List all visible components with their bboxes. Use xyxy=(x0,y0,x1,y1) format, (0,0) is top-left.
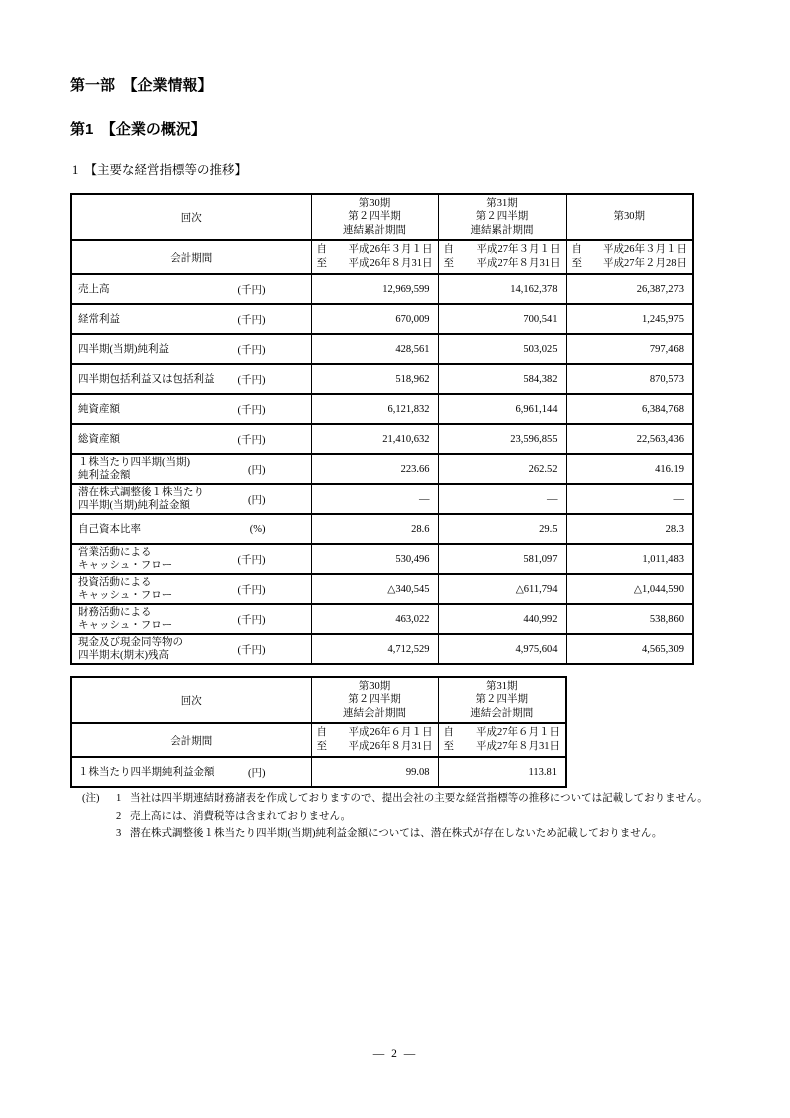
metric-unit: (千円) xyxy=(237,614,266,626)
row-quarterly-eps xyxy=(71,757,566,787)
metric-value: 870,573 xyxy=(566,364,693,394)
metric-unit: (千円) xyxy=(237,344,266,356)
metric-value: 538,860 xyxy=(566,604,693,634)
metric-label-cell: 投資活動による キャッシュ・フロー (千円) xyxy=(71,574,311,604)
row-comprehensive-income xyxy=(71,364,693,394)
note-number: 1 xyxy=(116,793,122,804)
metric-label-cell: 自己資本比率 (%) xyxy=(71,514,311,544)
row-total-assets xyxy=(71,424,693,454)
metric-value: 518,962 xyxy=(311,364,438,394)
column-header-term31-q2: 第31期 第２四半期 連結会計期間 xyxy=(438,677,566,723)
note-number: 2 xyxy=(116,810,122,822)
metric-unit: (千円) xyxy=(237,434,266,446)
metric-value: ― xyxy=(566,484,693,514)
note-item-3 xyxy=(82,825,734,843)
note-item-1 xyxy=(82,790,734,808)
period-cell: 自 平成26年３月１日 至 平成27年２月28日 xyxy=(566,240,693,274)
metric-label-cell: 財務活動による キャッシュ・フロー (千円) xyxy=(71,604,311,634)
metric-unit: (千円) xyxy=(237,584,266,596)
metric-value: 29.5 xyxy=(438,514,566,544)
period-label: 会計期間 xyxy=(71,723,311,757)
metric-unit: (千円) xyxy=(237,284,266,296)
metric-unit: (千円) xyxy=(237,554,266,566)
metric-unit: (円) xyxy=(248,464,266,476)
metric-value: 4,565,309 xyxy=(566,634,693,664)
metric-value: ― xyxy=(438,484,566,514)
metric-label-cell: 総資産額 (千円) xyxy=(71,424,311,454)
metric-value: △340,545 xyxy=(311,574,438,604)
note-number: 3 xyxy=(116,828,122,839)
metric-value: 700,541 xyxy=(438,304,566,334)
column-header-term31-q2: 第31期 第２四半期 連結累計期間 xyxy=(438,194,566,240)
accounting-period-row xyxy=(71,240,693,274)
metric-value: ― xyxy=(311,484,438,514)
table-header-row xyxy=(71,194,693,240)
metric-unit: (千円) xyxy=(237,404,266,416)
metric-label-cell: 潜在株式調整後１株当たり 四半期(当期)純利益金額 (円) xyxy=(71,484,311,514)
row-investing-cash-flow xyxy=(71,574,693,604)
metric-label-cell: 営業活動による キャッシュ・フロー (千円) xyxy=(71,544,311,574)
metric-value: 6,121,832 xyxy=(311,394,438,424)
metric-value: 581,097 xyxy=(438,544,566,574)
metric-value: 113.81 xyxy=(438,757,566,787)
metric-unit: (千円) xyxy=(237,374,266,386)
notes-section xyxy=(82,790,734,843)
metric-value: 21,410,632 xyxy=(311,424,438,454)
metric-value: 12,969,599 xyxy=(311,274,438,304)
metric-value: 530,496 xyxy=(311,544,438,574)
metric-label-cell: 売上高 (千円) xyxy=(71,274,311,304)
metric-unit: (千円) xyxy=(237,314,266,326)
metric-label-cell: １株当たり四半期(当期) 純利益金額 (円) xyxy=(71,454,311,484)
note-text: 潜在株式調整後１株当たり四半期(当期)純利益金額については、潜在株式が存在しないため記載しておりません。 xyxy=(130,828,663,839)
table-header-row xyxy=(71,677,566,723)
column-header-term30-q2: 第30期 第２四半期 連結累計期間 xyxy=(311,194,438,240)
period-cell: 自 平成27年３月１日 至 平成27年８月31日 xyxy=(438,240,566,274)
metric-value: 6,384,768 xyxy=(566,394,693,424)
subsection-heading: 1 【主要な経営指標等の推移】 xyxy=(72,163,248,177)
metric-label-cell: 現金及び現金同等物の 四半期末(期末)残高 (千円) xyxy=(71,634,311,664)
metric-value: △611,794 xyxy=(438,574,566,604)
metric-label-cell: 四半期(当期)純利益 (千円) xyxy=(71,334,311,364)
row-quarterly-net-income xyxy=(71,334,693,364)
metric-value: 4,712,529 xyxy=(311,634,438,664)
row-diluted-eps xyxy=(71,484,693,514)
metric-value: 99.08 xyxy=(311,757,438,787)
row-equity-ratio xyxy=(71,514,693,544)
corner-label: 回次 xyxy=(71,677,311,723)
metric-unit: (千円) xyxy=(237,644,266,656)
period-cell: 自 平成26年６月１日 至 平成26年８月31日 xyxy=(311,723,438,757)
metric-value: 26,387,273 xyxy=(566,274,693,304)
metric-unit: (円) xyxy=(248,494,266,506)
note-text: 売上高には、消費税等は含まれておりません。 xyxy=(130,810,352,822)
metric-value: 440,992 xyxy=(438,604,566,634)
metric-value: 797,468 xyxy=(566,334,693,364)
metric-value: 28.6 xyxy=(311,514,438,544)
row-cash-equivalents xyxy=(71,634,693,664)
column-header-term30-q2: 第30期 第２四半期 連結会計期間 xyxy=(311,677,438,723)
metric-unit: (%) xyxy=(249,523,266,535)
metric-value: 6,961,144 xyxy=(438,394,566,424)
note-marker: (注) xyxy=(82,793,100,804)
metric-value: 416.19 xyxy=(566,454,693,484)
metric-value: 1,011,483 xyxy=(566,544,693,574)
column-header-term30: 第30期 xyxy=(566,194,693,240)
key-indicators-table xyxy=(70,193,694,665)
metric-unit: (円) xyxy=(248,767,266,779)
metric-value: 14,162,378 xyxy=(438,274,566,304)
row-net-assets xyxy=(71,394,693,424)
metric-label-cell: 四半期包括利益又は包括利益 (千円) xyxy=(71,364,311,394)
metric-label-cell: 純資産額 (千円) xyxy=(71,394,311,424)
metric-label-cell: １株当たり四半期純利益金額 (円) xyxy=(71,757,311,787)
row-financing-cash-flow xyxy=(71,604,693,634)
metric-value: 23,596,855 xyxy=(438,424,566,454)
metric-value: 503,025 xyxy=(438,334,566,364)
section-heading: 第1 【企業の概況】 xyxy=(70,121,206,138)
period-cell: 自 平成26年３月１日 至 平成26年８月31日 xyxy=(311,240,438,274)
metric-label-cell: 経常利益 (千円) xyxy=(71,304,311,334)
part-heading: 第一部 【企業情報】 xyxy=(70,77,213,94)
metric-value: 463,022 xyxy=(311,604,438,634)
row-operating-cash-flow xyxy=(71,544,693,574)
metric-value: 428,561 xyxy=(311,334,438,364)
accounting-period-row xyxy=(71,723,566,757)
period-cell: 自 平成27年６月１日 至 平成27年８月31日 xyxy=(438,723,566,757)
page-number: ― 2 ― xyxy=(372,1048,418,1060)
metric-value: 584,382 xyxy=(438,364,566,394)
note-text: 当社は四半期連結財務諸表を作成しておりますので、提出会社の主要な経営指標等の推移については記載しておりません。 xyxy=(130,793,708,804)
period-label: 会計期間 xyxy=(71,240,311,274)
quarterly-eps-table xyxy=(70,676,567,788)
metric-value: △1,044,590 xyxy=(566,574,693,604)
row-net-sales xyxy=(71,274,693,304)
row-ordinary-income xyxy=(71,304,693,334)
metric-value: 670,009 xyxy=(311,304,438,334)
row-eps xyxy=(71,454,693,484)
note-item-2 xyxy=(82,808,734,826)
metric-value: 22,563,436 xyxy=(566,424,693,454)
metric-value: 1,245,975 xyxy=(566,304,693,334)
corner-label: 回次 xyxy=(71,194,311,240)
metric-value: 262.52 xyxy=(438,454,566,484)
metric-value: 223.66 xyxy=(311,454,438,484)
metric-value: 28.3 xyxy=(566,514,693,544)
metric-value: 4,975,604 xyxy=(438,634,566,664)
